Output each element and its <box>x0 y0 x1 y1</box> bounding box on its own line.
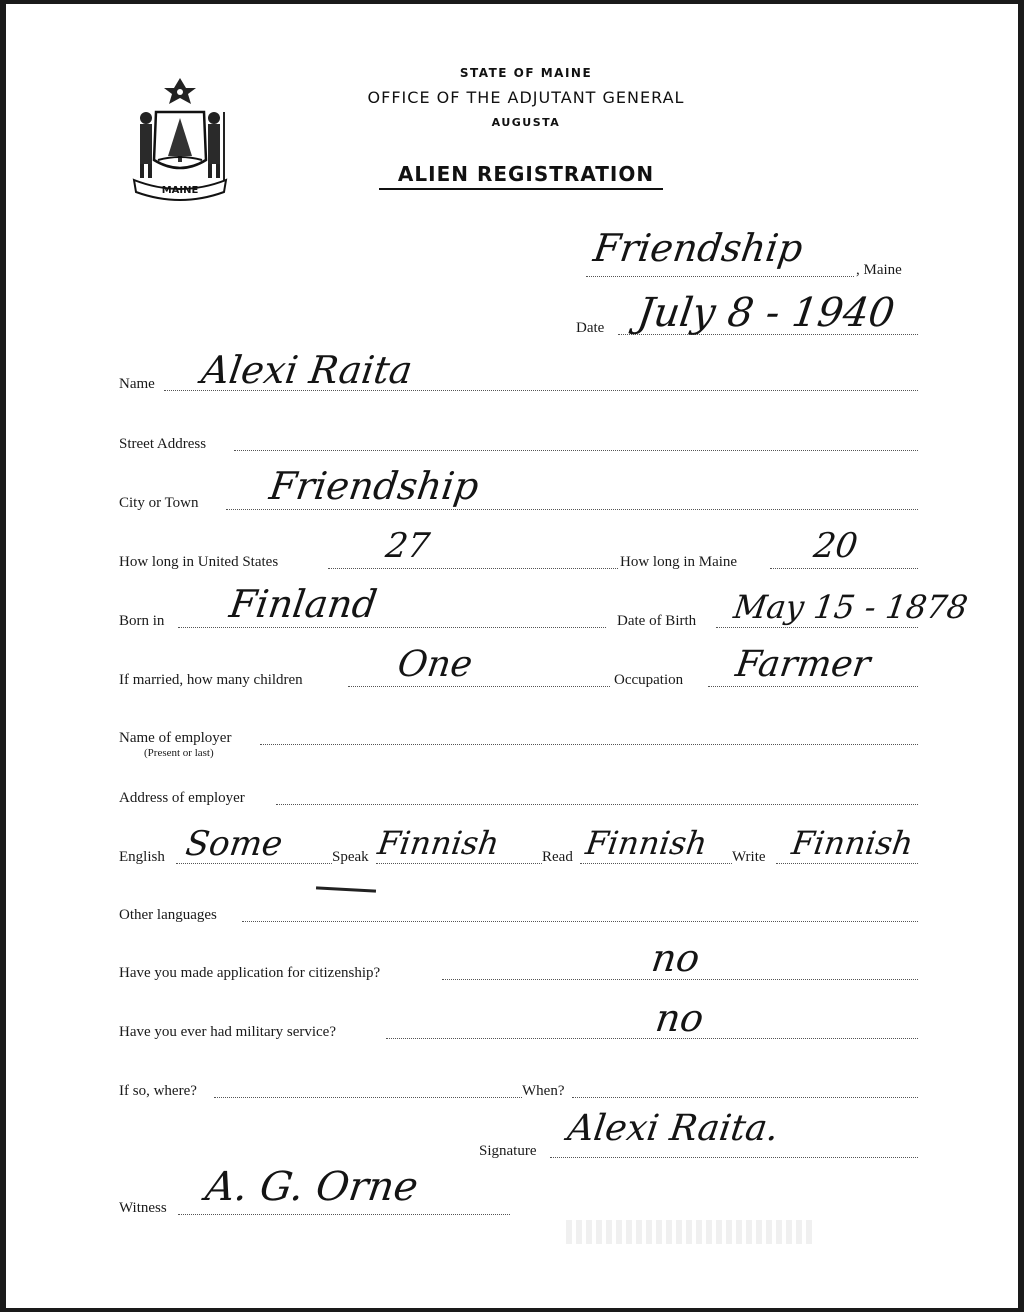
if-so-where-line <box>214 1097 522 1098</box>
when-label: When? <box>522 1083 565 1099</box>
seal-motto: MAINE <box>161 185 199 196</box>
read-value: Finnish <box>583 824 710 862</box>
how-long-us-value: 27 <box>383 526 433 566</box>
town-line <box>586 276 854 277</box>
date-of-birth-line <box>716 627 918 628</box>
citizenship-value: no <box>648 936 703 980</box>
city-or-town-label: City or Town <box>119 495 199 511</box>
write-line <box>776 863 918 864</box>
faded-stamp <box>566 1220 816 1244</box>
military-label: Have you ever had military service? <box>119 1024 336 1040</box>
children-value: One <box>395 644 475 685</box>
how-long-maine-value: 20 <box>811 526 861 566</box>
other-languages-label: Other languages <box>119 907 217 923</box>
born-in-label: Born in <box>119 613 165 629</box>
employer-address-line <box>276 804 918 805</box>
name-value: Alexi Raita <box>198 348 416 392</box>
citizenship-label: Have you made application for citizenship? <box>119 965 381 981</box>
date-of-birth-label: Date of Birth <box>617 613 697 629</box>
employer-name-sublabel: (Present or last) <box>144 747 214 759</box>
city-or-town-value: Friendship <box>266 464 482 508</box>
speak-value: Finnish <box>375 824 502 862</box>
signature-label: Signature <box>479 1143 537 1159</box>
write-label: Write <box>732 849 766 865</box>
date-value: July 8 - 1940 <box>634 290 898 336</box>
signature-line <box>550 1157 918 1158</box>
employer-address-label: Address of employer <box>119 790 245 806</box>
name-label: Name <box>119 376 155 392</box>
how-long-us-line <box>328 568 618 569</box>
city-or-town-line <box>226 509 918 510</box>
other-languages-line <box>242 921 918 922</box>
employer-name-line <box>260 744 918 745</box>
witness-value: A. G. Orne <box>202 1164 421 1210</box>
date-of-birth-value: May 15 - 1878 <box>731 588 971 626</box>
children-line <box>348 686 610 687</box>
employer-name-label: Name of employer <box>119 730 232 746</box>
how-long-us-label: How long in United States <box>119 554 279 570</box>
occupation-value: Farmer <box>733 644 873 685</box>
how-long-maine-line <box>770 568 918 569</box>
date-label: Date <box>576 320 605 336</box>
street-address-line <box>234 450 918 451</box>
speak-label: Speak <box>332 849 369 865</box>
header-state: STATE OF MAINE <box>459 66 593 80</box>
born-in-value: Finland <box>226 582 380 626</box>
witness-line <box>178 1214 510 1215</box>
witness-label: Witness <box>119 1200 167 1216</box>
maine-label: , Maine <box>856 262 902 278</box>
registration-form <box>6 4 1018 1308</box>
occupation-line <box>708 686 918 687</box>
children-label: If married, how many children <box>119 672 303 688</box>
english-value: Some <box>183 824 285 864</box>
write-value: Finnish <box>789 824 916 862</box>
occupation-label: Occupation <box>614 672 684 688</box>
header-office: OFFICE OF THE ADJUTANT GENERAL <box>367 88 685 107</box>
town-value: Friendship <box>590 226 806 270</box>
read-line <box>580 863 732 864</box>
military-value: no <box>652 996 707 1040</box>
speak-line <box>376 863 542 864</box>
if-so-where-label: If so, where? <box>119 1083 197 1099</box>
header-city: AUGUSTA <box>491 116 561 129</box>
ink-stroke <box>316 886 376 892</box>
born-in-line <box>178 627 606 628</box>
english-label: English <box>119 849 165 865</box>
signature-value: Alexi Raita. <box>565 1108 782 1149</box>
how-long-maine-label: How long in Maine <box>620 554 738 570</box>
read-label: Read <box>542 849 573 865</box>
state-of-maine-seal-icon <box>126 76 234 204</box>
form-title: ALIEN REGISTRATION <box>397 162 655 186</box>
title-underline <box>379 188 663 190</box>
when-line <box>572 1097 918 1098</box>
street-address-label: Street Address <box>119 436 207 452</box>
